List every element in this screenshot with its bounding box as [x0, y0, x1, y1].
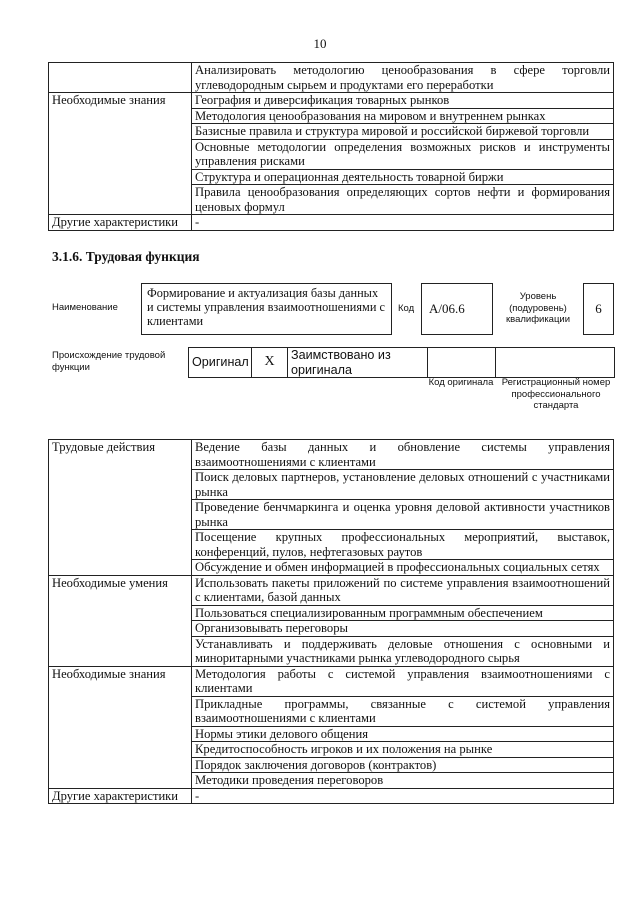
empty-label-cell: [49, 63, 192, 93]
name-label: Наименование: [52, 302, 118, 313]
section-title: 3.1.6. Трудовая функция: [52, 249, 200, 264]
reg-number-caption: Регистрационный номер профессионального стандарта: [501, 377, 611, 411]
table-row: [49, 666, 614, 696]
labor-actions-label: Трудовые действия: [49, 440, 192, 576]
page-number: 10: [313, 36, 327, 51]
other-characteristics-label: Другие характеристики: [49, 215, 192, 231]
reg-number-cell: [496, 348, 615, 378]
knowledge-item: Нормы этики делового общения: [192, 726, 614, 742]
knowledge-item: Анализировать методологию ценообразования в сфере торговли углеводородным сырьем и продуктами его переработки: [192, 63, 614, 93]
level-value: 6: [583, 283, 614, 335]
table-row: [49, 215, 614, 231]
knowledge-item: Методология ценообразования на мировом и внутреннем рынках: [192, 108, 614, 124]
knowledge-item: Правила ценообразования определяющих сортов нефти и формирования ценовых формул: [192, 185, 614, 215]
borrowed-label: Заимствовано из оригинала: [288, 348, 428, 378]
origin-code-caption: Код оригинала: [428, 377, 494, 388]
knowledge-item: Структура и операционная деятельность товарной биржи: [192, 169, 614, 185]
table-row: [49, 63, 614, 93]
level-label: Уровень (подуровень) квалификации: [505, 291, 571, 325]
labor-action-item: Посещение крупных профессиональных мероприятий, выставок, конференций, пулов, нефтегазовых раутов: [192, 530, 614, 560]
knowledge-item: Основные методологии определения возможных рисков и инструменты управления рисками: [192, 139, 614, 169]
skill-item: Организовывать переговоры: [192, 621, 614, 637]
skills-label: Необходимые умения: [49, 575, 192, 666]
labor-action-item: Проведение бенчмаркинга и оценка уровня деловой активности участников рынка: [192, 500, 614, 530]
original-label: Оригинал: [189, 348, 252, 378]
function-requirements-table: [48, 439, 614, 804]
requirements-table-continued: [48, 62, 614, 231]
knowledge-label: Необходимые знания: [49, 666, 192, 788]
code-value: A/06.6: [421, 283, 493, 335]
table-row: [49, 575, 614, 605]
other-characteristics-value: -: [192, 215, 614, 231]
knowledge-item: Кредитоспособность игроков и их положения на рынке: [192, 742, 614, 758]
origin-code-cell: [428, 348, 496, 378]
function-name-value: Формирование и актуализация базы данных и системы управления взаимоотношениями с клиентами: [141, 283, 392, 335]
original-mark: X: [252, 348, 288, 378]
labor-action-item: Поиск деловых партнеров, установление деловых отношений с участниками рынка: [192, 470, 614, 500]
knowledge-item: Методики проведения переговоров: [192, 773, 614, 789]
other-characteristics-label: Другие характеристики: [49, 788, 192, 804]
code-label: Код: [398, 303, 415, 314]
knowledge-item: Порядок заключения договоров (контрактов): [192, 757, 614, 773]
origin-label: Происхождение трудовой функции: [52, 350, 166, 373]
table-row: [49, 788, 614, 804]
knowledge-item: Методология работы с системой управления взаимоотношениями с клиентами: [192, 666, 614, 696]
skill-item: Использовать пакеты приложений по системе управления взаимоотношений с клиентами, базой данных: [192, 575, 614, 605]
knowledge-item: География и диверсификация товарных рынков: [192, 93, 614, 109]
origin-table: [188, 347, 615, 378]
table-row: [49, 440, 614, 470]
labor-action-item: Ведение базы данных и обновление системы управления взаимоотношениями с клиентами: [192, 440, 614, 470]
labor-action-item: Обсуждение и обмен информацией в профессиональных социальных сетях: [192, 560, 614, 576]
skill-item: Пользоваться специализированным программным обеспечением: [192, 605, 614, 621]
knowledge-item: Базисные правила и структура мировой и российской биржевой торговли: [192, 124, 614, 140]
knowledge-label: Необходимые знания: [49, 93, 192, 215]
table-row: [49, 93, 614, 109]
knowledge-item: Прикладные программы, связанные с системой управления взаимоотношениями с клиентами: [192, 696, 614, 726]
skill-item: Устанавливать и поддерживать деловые отношения с основными и миноритарными участниками рынка углеводородного сырья: [192, 636, 614, 666]
other-characteristics-value: -: [192, 788, 614, 804]
